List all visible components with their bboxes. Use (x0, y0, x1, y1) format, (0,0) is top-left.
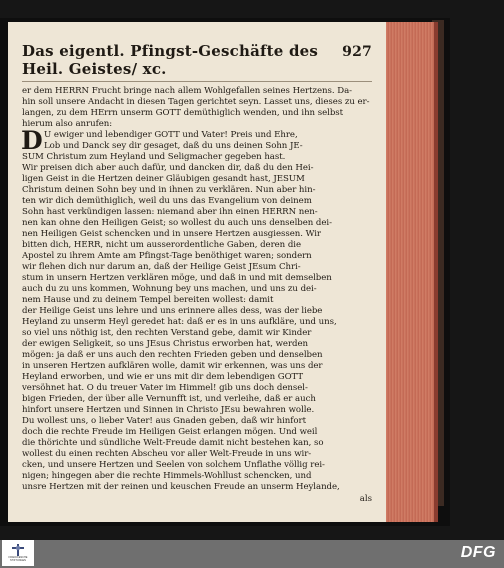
text-line: hinfort unsere Hertzen und Sinnen in Christo JEsu bewahren wolle. (22, 405, 315, 415)
text-line: stum in unsern Hertzen verklären möge, und daß in und mit demselben (22, 273, 332, 283)
text-line: unsre Hertzen mit der reinen und keuschen Freude an unserm Heylande, (22, 482, 340, 492)
text-line: Wir preisen dich aber auch dafür, und dancken dir, daß du den Hei- (22, 163, 314, 173)
text-line: Heyland erworben, und wie er uns mit dir dem lebendigen GOTT (22, 372, 304, 382)
catchword: als (359, 494, 372, 504)
running-header (22, 42, 372, 82)
text-line: Du wollest uns, o lieber Vater! aus Gnaden geben, daß wir hinfort (22, 416, 306, 426)
text-line: so viel uns nöthig ist, den rechten Verstand gebe, damit wir Kinder (22, 328, 312, 338)
institution-logo[interactable] (2, 540, 34, 566)
text-line: der Heilige Geist uns lehre und uns erinnere alles dess, was der liebe (22, 306, 323, 316)
text-line: wollest du einen rechten Abscheu vor aller Welt-Freude in uns wir- (22, 449, 312, 459)
text-line: doch die rechte Freude im Heiligen Geist erlangen mögen. Und weil (22, 427, 318, 437)
page-fore-edge (386, 22, 438, 522)
text-line: bitten dich, HERR, nicht um ausserordentliche Gaben, deren die (22, 240, 302, 250)
text-line: langen, zu dem HErrn unserm GOTT demüthiglich wenden, und ihn selbst (22, 108, 344, 118)
text-line: bigen Frieden, der über alle Vernunfft ist, und verleihe, daß er auch (22, 394, 316, 404)
page-number: 927 (342, 44, 372, 60)
text-line: der ewigen Seligkeit, so uns JEsus Christus erworben hat, werden (22, 339, 308, 349)
text-line: hierum also anrufen: (22, 119, 113, 129)
text-line: Christum deinen Sohn bey und in ihnen zu verklären. Nun aber hin- (22, 185, 316, 195)
logo-emblem-icon (11, 544, 25, 556)
text-line: Heyland zu unserm Heyl geredet hat: daß er es in uns aufkläre, und uns, (22, 317, 337, 327)
prayer-paragraph (21, 126, 372, 493)
intro-paragraph (22, 86, 372, 130)
text-line: Lob und Danck sey dir gesaget, daß du uns deinen Sohn JE- (44, 141, 303, 151)
text-line: Apostel zu ihrem Amte am Pfingst-Tage benöthiget waren; sondern (22, 251, 312, 261)
text-line: U ewiger und lebendiger GOTT und Vater! Preis und Ehre, (44, 130, 298, 140)
text-line: versöhnet hat. O du treuer Vater im Himmel! gib uns doch densel- (22, 383, 308, 393)
text-line: mögen: ja daß er uns auch den rechten Frieden geben und denselben (22, 350, 323, 360)
drop-cap-initial: D (21, 126, 43, 155)
running-title: Das eigentl. Pfingst-Geschäfte des Heil. Geistes/ xc. (22, 42, 319, 78)
text-line: nem Hause und zu deinem Tempel bereiten wollest: damit (22, 295, 274, 305)
text-line: er dem HERRN Frucht bringe nach allem Wohlgefallen seines Hertzens. Da- (22, 86, 353, 96)
book-page (8, 22, 386, 522)
text-line: hin soll unsere Andacht in diesen Tagen gerichtet seyn. Lasset uns, dieses zu er- (22, 97, 370, 107)
text-line: nen kan ohne den Heiligen Geist; so wollest du auch uns denselben dei- (22, 218, 332, 228)
text-line: ten wir dich demüthiglich, weil du uns das Evangelium von deinem (22, 196, 312, 206)
dfg-logo[interactable]: DFG (460, 544, 496, 561)
text-line: nigen; hingegen aber die rechte Himmels-Wohllust schencken, und (22, 471, 312, 481)
text-line: nen Heiligen Geist schencken und in unsere Hertzen ausgiessen. Wir (22, 229, 321, 239)
text-line: ligen Geist in die Hertzen deiner Gläubigen gesandt hast, JESUM (22, 174, 305, 184)
text-line: SUM Christum zum Heyland und Seligmacher gegeben hast. (22, 152, 286, 162)
text-line: auch du zu uns kommen, Wohnung bey uns machen, und uns zu dei- (22, 284, 317, 294)
text-line: die thörichte und sündliche Welt-Freude damit nicht bestehen kan, so (22, 438, 324, 448)
text-line: in unseren Hertzen aufklären wolle, damit wir erkennen, was uns der (22, 361, 323, 371)
logo-text: FRANCKESCHE STIFTUNGEN (8, 556, 28, 562)
text-line: Sohn hast verkündigen lassen: niemand aber ihn einen HERRN nen- (22, 207, 318, 217)
viewer-footer-bar (0, 540, 504, 568)
text-line: wir flehen dich nur darum an, daß der Heilige Geist JEsum Chri- (22, 262, 301, 272)
text-line: cken, und unsere Hertzen und Seelen von solchem Unflathe völlig rei- (22, 460, 325, 470)
